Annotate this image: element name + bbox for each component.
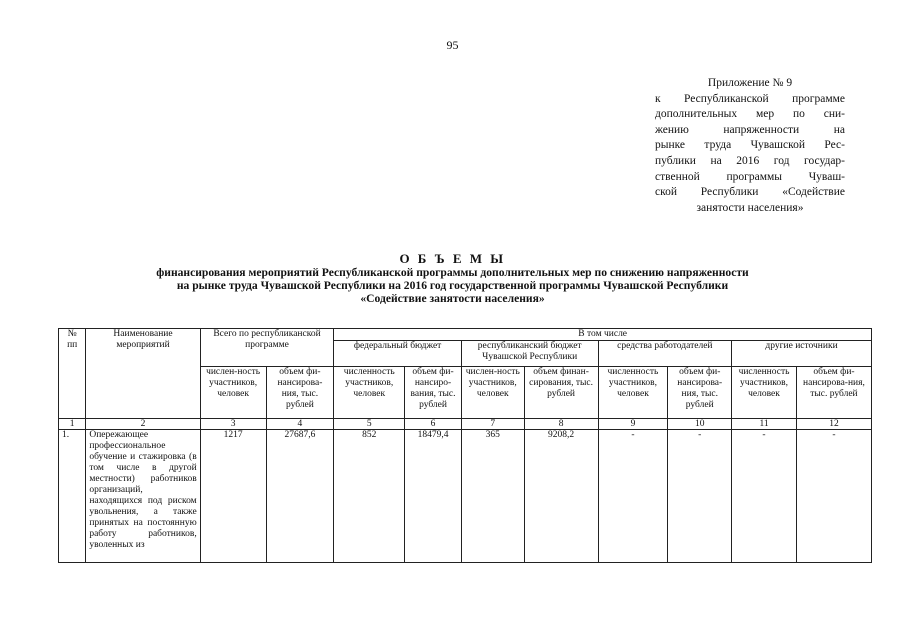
financing-table: [58, 328, 872, 563]
subheader-count: числен-ность участников, человек: [461, 367, 524, 419]
column-number: 6: [405, 419, 462, 430]
table-cell: 365: [461, 430, 524, 563]
header-employers: средства работодателей: [598, 341, 732, 367]
table-cell: -: [732, 430, 797, 563]
table-cell: -: [668, 430, 732, 563]
table-cell: 852: [334, 430, 405, 563]
appendix-note: [655, 76, 845, 216]
column-number: 3: [200, 419, 266, 430]
title-line: финансирования мероприятий Республиканской программы дополнительных мер по снижению напряженности: [156, 266, 749, 279]
appendix-line: публики на 2016 год государ-: [655, 154, 845, 167]
appendix-line: Приложение № 9: [707, 77, 793, 89]
table-cell: 18479,4: [405, 430, 462, 563]
table-cell: -: [796, 430, 871, 563]
header-total: Всего по республиканской программе: [200, 329, 334, 367]
subheader-amount: объем финан-сирования, тыс. рублей: [524, 367, 598, 419]
header-name: Наименование мероприятий: [86, 329, 200, 419]
table-cell: 27687,6: [266, 430, 334, 563]
column-number: 11: [732, 419, 797, 430]
row-number: 1.: [59, 430, 86, 563]
subheader-count: численность участников, человек: [732, 367, 797, 419]
header-num: № пп: [59, 329, 86, 419]
subheader-amount: объем фи-нансирова-ния, тыс. рублей: [668, 367, 732, 419]
appendix-line: дополнительных мер по сни-: [655, 108, 845, 121]
column-number: 1: [59, 419, 86, 430]
subheader-amount: объем фи-нансирова-ния, тыс. рублей: [796, 367, 871, 419]
appendix-line: занятости населения»: [696, 201, 804, 214]
table-cell: 9208,2: [524, 430, 598, 563]
appendix-line: ственной программы Чуваш-: [655, 170, 845, 183]
column-number: 10: [668, 419, 732, 430]
table-row: [59, 430, 872, 563]
header-other: другие источники: [732, 341, 872, 367]
appendix-line: к Республиканской программе: [655, 92, 845, 105]
document-title: [40, 251, 865, 306]
title-line: на рынке труда Чувашской Республики на 2016 год государственной программы Чувашской Республики: [176, 279, 729, 293]
table-cell: -: [598, 430, 668, 563]
subheader-amount: объем фи-нансирова-ния, тыс. рублей: [266, 367, 334, 419]
column-number: 2: [86, 419, 200, 430]
title-line: «Содействие занятости населения»: [360, 292, 545, 306]
column-number: 4: [266, 419, 334, 430]
appendix-line: жению напряженности на: [655, 123, 845, 136]
appendix-line: ской Республики «Содействие: [655, 186, 845, 199]
row-activity-name: Опережающее профессиональное обучение и стажировка (в том числе в другой местности) работников организаций, находящихся под риском увольнения, а также принятых на постоянную работу работников, уволенных из: [86, 430, 200, 563]
appendix-line: рынке труда Чувашской Рес-: [655, 139, 845, 152]
column-number: 12: [796, 419, 871, 430]
header-republic: республиканский бюджет Чувашской Республики: [461, 341, 598, 367]
column-number: 7: [461, 419, 524, 430]
table-cell: 1217: [200, 430, 266, 563]
header-including: В том числе: [334, 329, 872, 341]
title-main: О Б Ъ Е М Ы: [399, 251, 506, 266]
header-federal: федеральный бюджет: [334, 341, 462, 367]
subheader-count: численность участников, человек: [334, 367, 405, 419]
subheader-amount: объем фи-нансиро-вания, тыс. рублей: [405, 367, 462, 419]
subheader-count: числен-ность участников, человек: [200, 367, 266, 419]
page-number: 95: [446, 38, 459, 52]
column-number: 9: [598, 419, 668, 430]
column-number: 5: [334, 419, 405, 430]
column-number: 8: [524, 419, 598, 430]
subheader-count: численность участников, человек: [598, 367, 668, 419]
